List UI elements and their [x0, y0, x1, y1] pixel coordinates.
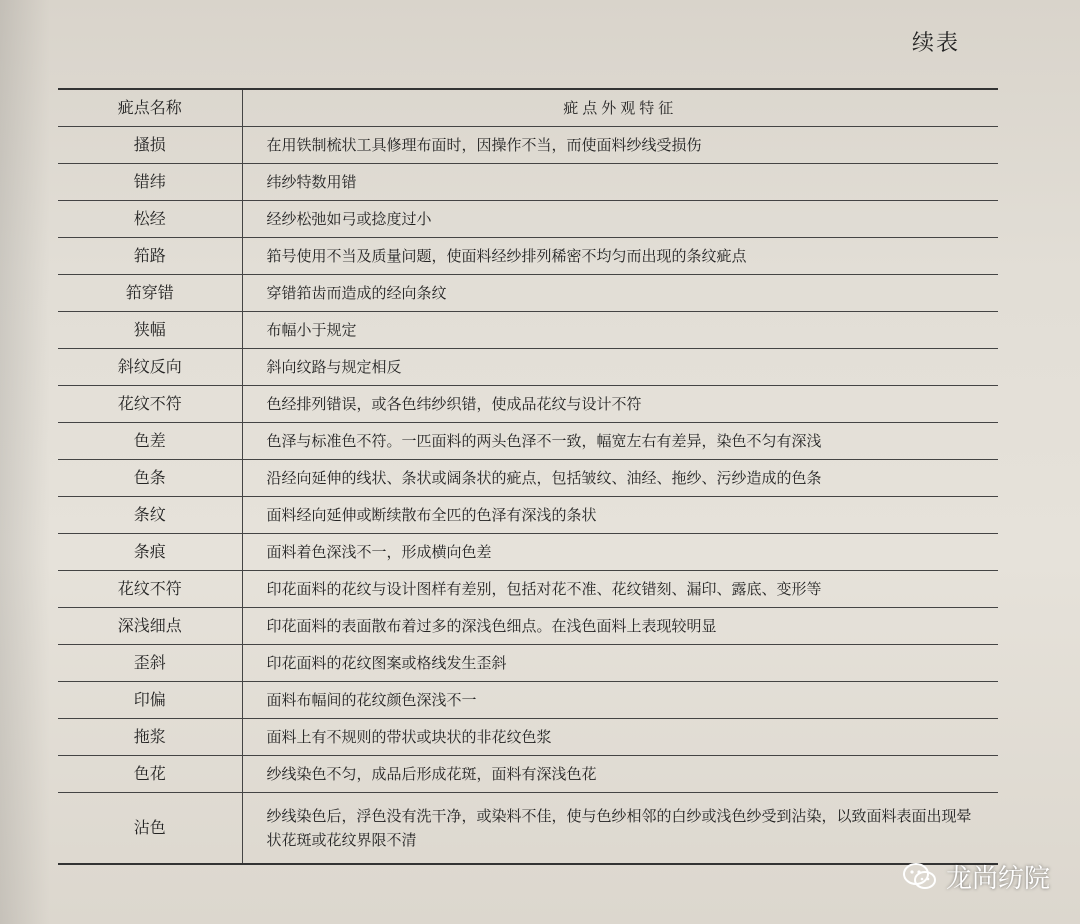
table-row — [58, 238, 998, 275]
defect-feature: 面料着色深浅不一，形成横向色差 — [242, 534, 998, 571]
defect-feature: 经纱松弛如弓或捻度过小 — [242, 201, 998, 238]
continued-label: 续表 — [911, 31, 960, 56]
defect-name: 印偏 — [58, 682, 242, 719]
header-defect-name: 疵点名称 — [58, 89, 242, 127]
defect-table-container — [58, 88, 998, 865]
defect-name: 条痕 — [58, 534, 242, 571]
defect-feature: 穿错筘齿而造成的经向条纹 — [242, 275, 998, 312]
defect-feature: 斜向纹路与规定相反 — [242, 349, 998, 386]
defect-name: 条纹 — [58, 497, 242, 534]
defect-name: 色花 — [58, 756, 242, 793]
watermark-text: 龙尚纺院 — [945, 864, 1050, 894]
defect-name: 筘穿错 — [58, 275, 242, 312]
defect-name: 错纬 — [58, 164, 242, 201]
defect-name: 色条 — [58, 460, 242, 497]
defect-name: 筘路 — [58, 238, 242, 275]
table-row — [58, 534, 998, 571]
defect-feature: 在用铁制梳状工具修理布面时，因操作不当，而使面料纱线受损伤 — [242, 127, 998, 164]
header-defect-feature: 疵点外观特征 — [242, 89, 998, 127]
defect-feature: 面料布幅间的花纹颜色深浅不一 — [242, 682, 998, 719]
defect-name: 沾色 — [58, 793, 242, 865]
table-row — [58, 719, 998, 756]
table-row — [58, 756, 998, 793]
defect-name: 深浅细点 — [58, 608, 242, 645]
table-row — [58, 312, 998, 349]
defect-name: 拖浆 — [58, 719, 242, 756]
defect-feature: 面料上有不规则的带状或块状的非花纹色浆 — [242, 719, 998, 756]
defect-feature: 印花面料的花纹与设计图样有差别，包括对花不准、花纹错刻、漏印、露底、变形等 — [242, 571, 998, 608]
defect-feature: 面料经向延伸或断续散布全匹的色泽有深浅的条状 — [242, 497, 998, 534]
defect-feature: 纱线染色后，浮色没有洗干净，或染料不佳，使与色纱相邻的白纱或浅色纱受到沾染，以致面料表面出现晕状花斑或花纹界限不清 — [242, 793, 998, 865]
defect-feature: 印花面料的花纹图案或格线发生歪斜 — [242, 645, 998, 682]
table-row — [58, 423, 998, 460]
table-row — [58, 608, 998, 645]
defect-name: 歪斜 — [58, 645, 242, 682]
table-row — [58, 275, 998, 312]
table-row — [58, 682, 998, 719]
defect-name: 松经 — [58, 201, 242, 238]
defect-feature: 筘号使用不当及质量问题，使面料经纱排列稀密不均匀而出现的条纹疵点 — [242, 238, 998, 275]
watermark — [902, 858, 1050, 895]
table-row — [58, 645, 998, 682]
table-row — [58, 127, 998, 164]
table-row — [58, 349, 998, 386]
defect-table — [58, 88, 998, 865]
table-row — [58, 460, 998, 497]
defect-name: 花纹不符 — [58, 386, 242, 423]
page-shadow — [0, 0, 50, 924]
defect-feature: 布幅小于规定 — [242, 312, 998, 349]
defect-name: 狭幅 — [58, 312, 242, 349]
table-row — [58, 571, 998, 608]
defect-name: 花纹不符 — [58, 571, 242, 608]
defect-feature: 纬纱特数用错 — [242, 164, 998, 201]
table-header-row — [58, 89, 998, 127]
defect-feature: 印花面料的表面散布着过多的深浅色细点。在浅色面料上表现较明显 — [242, 608, 998, 645]
table-row — [58, 497, 998, 534]
defect-feature: 纱线染色不匀，成品后形成花斑，面料有深浅色花 — [242, 756, 998, 793]
defect-name: 色差 — [58, 423, 242, 460]
table-row — [58, 201, 998, 238]
defect-name: 搔损 — [58, 127, 242, 164]
table-row — [58, 164, 998, 201]
table-row — [58, 386, 998, 423]
defect-feature: 色泽与标准色不符。一匹面料的两头色泽不一致，幅宽左右有差异，染色不匀有深浅 — [242, 423, 998, 460]
defect-feature: 沿经向延伸的线状、条状或阔条状的疵点，包括皱纹、油经、拖纱、污纱造成的色条 — [242, 460, 998, 497]
defect-name: 斜纹反向 — [58, 349, 242, 386]
defect-feature: 色经排列错误，或各色纬纱织错，使成品花纹与设计不符 — [242, 386, 998, 423]
wechat-icon — [902, 862, 938, 892]
table-row — [58, 793, 998, 865]
